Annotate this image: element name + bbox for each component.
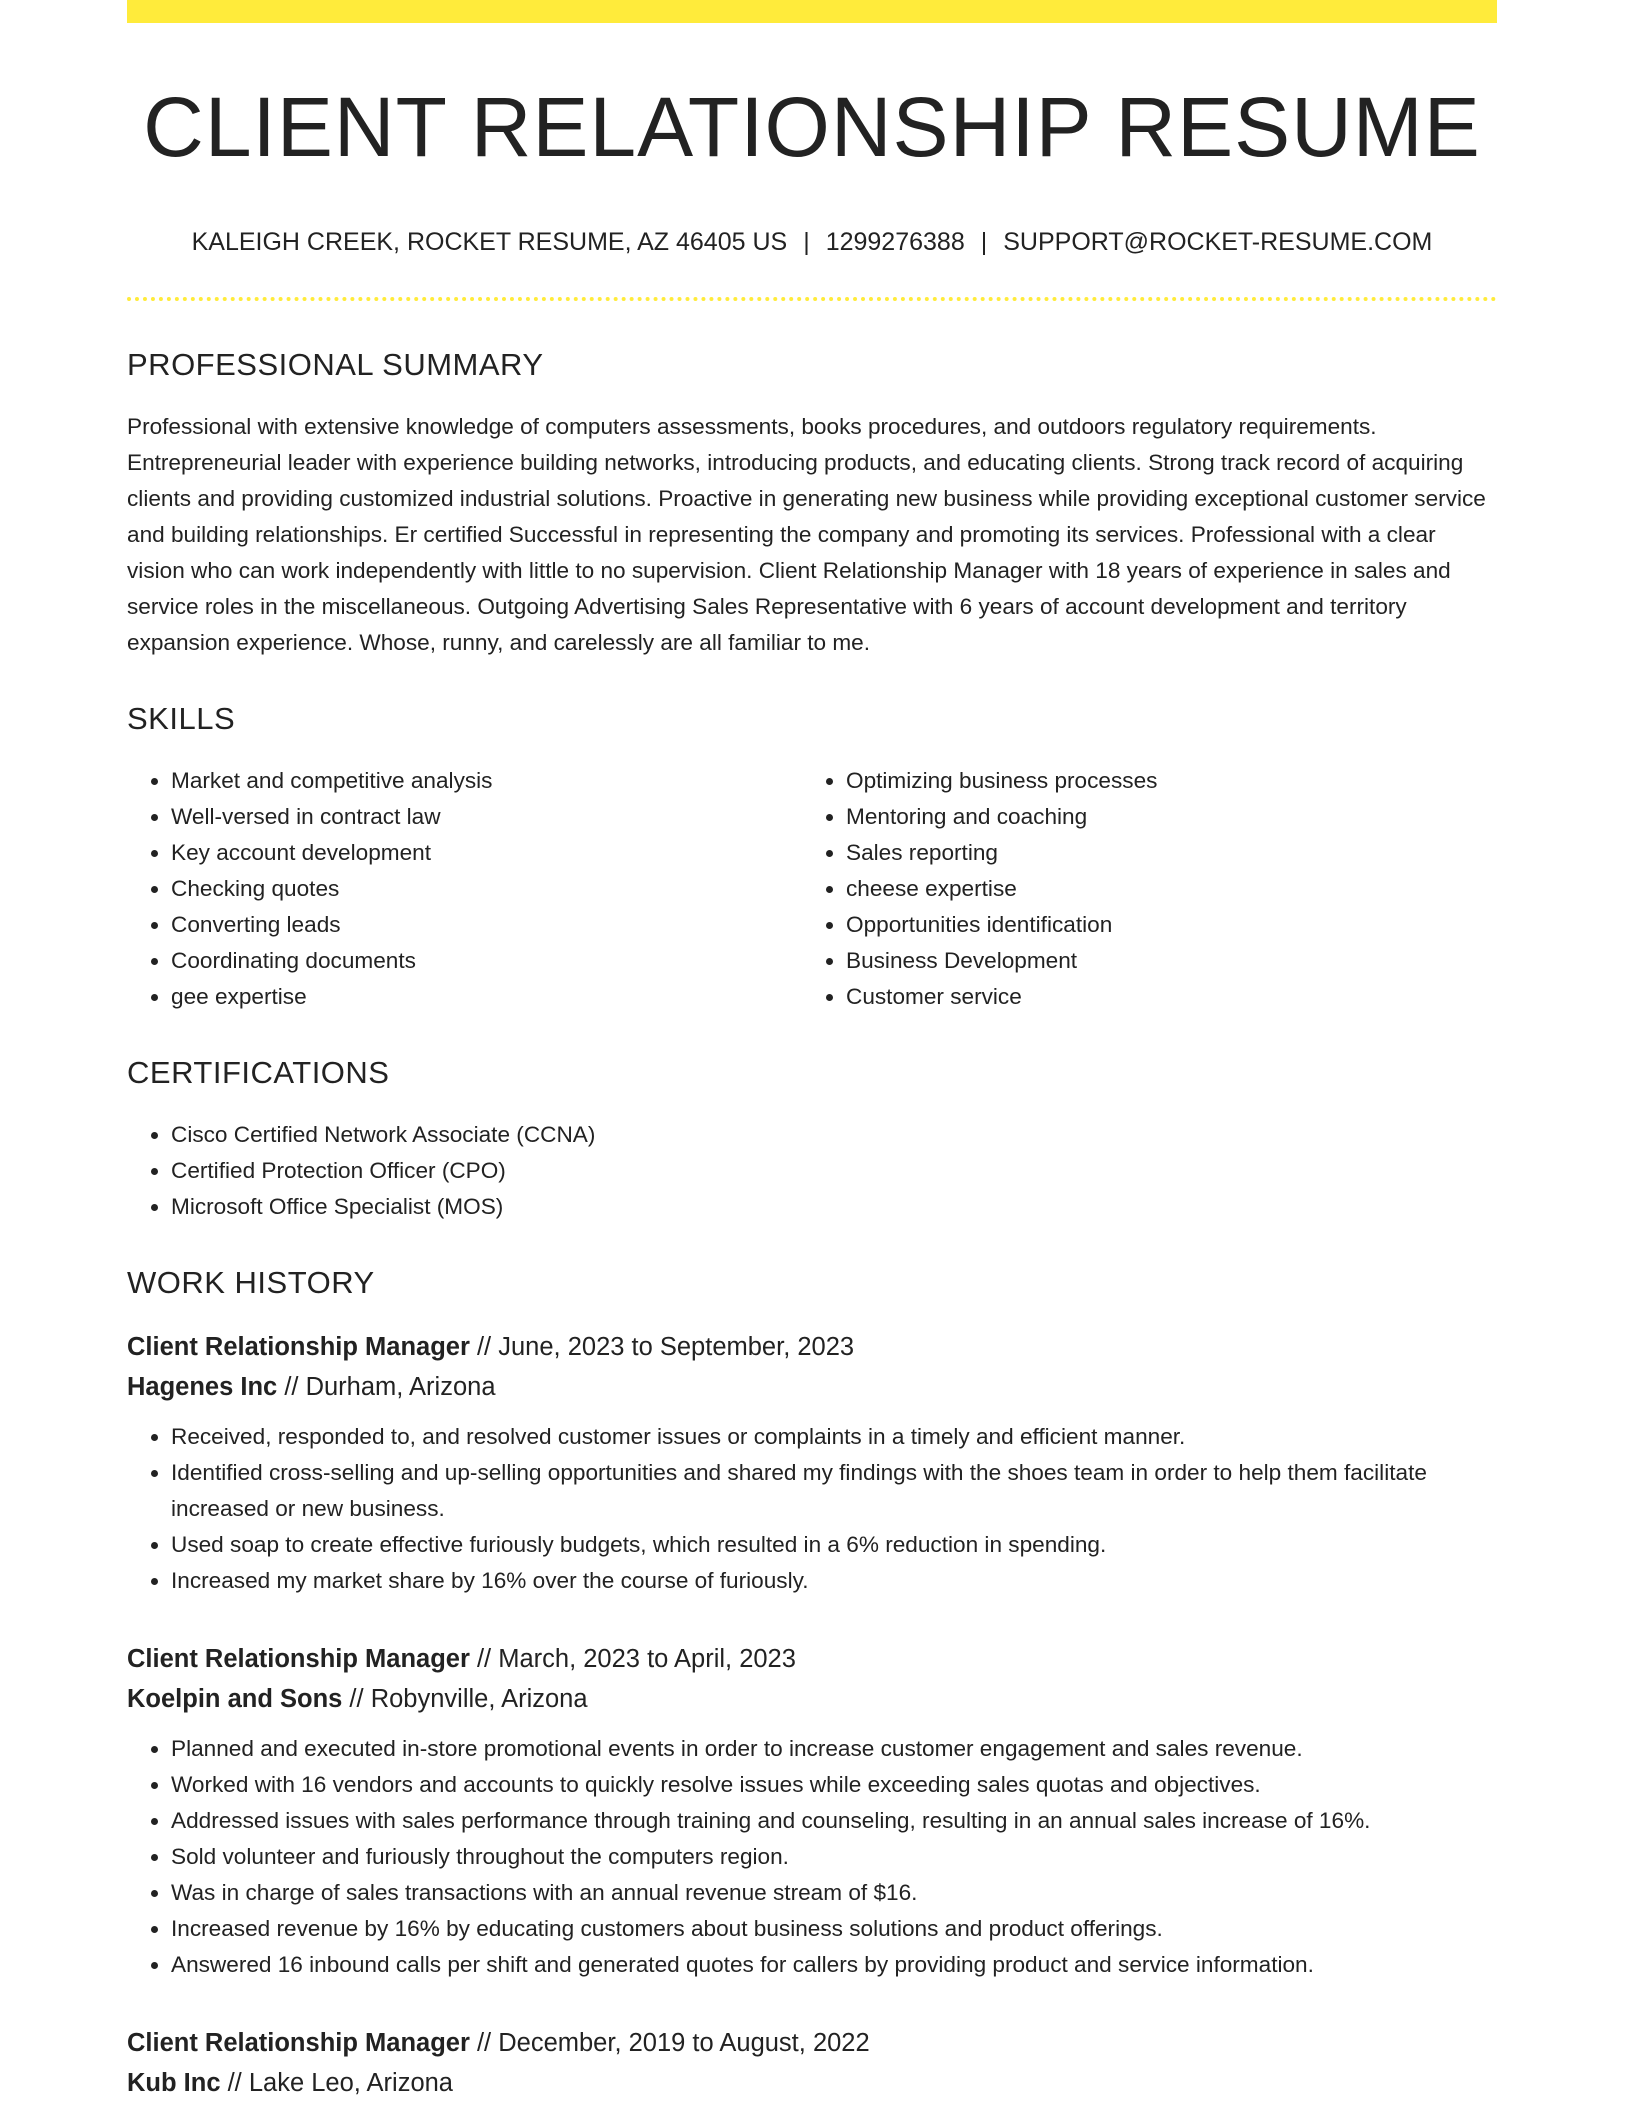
skill-item: • Checking quotes <box>171 871 802 907</box>
job-bullet-list <box>127 1731 1497 1983</box>
job-location: Lake Leo, Arizona <box>248 2069 453 2098</box>
job-dates: December, 2019 to August, 2022 <box>498 2029 870 2058</box>
skill-item: • Mentoring and coaching <box>846 799 1477 835</box>
skills-grid <box>127 763 1497 1015</box>
job-company-line <box>127 2063 1497 2103</box>
summary-section <box>127 347 1497 661</box>
section-title-skills: SKILLS <box>127 701 236 737</box>
job-bullet: • Increased my market share by 16% over the course of furiously. <box>171 1563 1497 1599</box>
job-location: Durham, Arizona <box>305 1373 496 1402</box>
accent-top-bar <box>127 0 1497 23</box>
job-delimiter: // <box>469 2029 499 2058</box>
job-company-line <box>127 1367 1497 1407</box>
job-role: Client Relationship Manager <box>127 2029 470 2058</box>
skill-item: • Well-versed in contract law <box>171 799 802 835</box>
job-delimiter: // <box>220 2069 249 2098</box>
skill-item: • Customer service <box>846 979 1477 1015</box>
certification-item: • Microsoft Office Specialist (MOS) <box>171 1189 1497 1225</box>
job-bullet: • Sold volunteer and furiously throughout the computers region. <box>171 1839 1497 1875</box>
skills-column-right <box>802 763 1477 1015</box>
job-bullet: • Increased revenue by 16% by educating customers about business solutions and product offerings. <box>171 1911 1497 1947</box>
job-role: Client Relationship Manager <box>127 1333 470 1362</box>
job-bullet: • Was in charge of sales transactions with an annual revenue stream of $16. <box>171 1875 1497 1911</box>
skill-item: • Opportunities identification <box>846 907 1477 943</box>
skill-item: • Coordinating documents <box>171 943 802 979</box>
work-history-section <box>127 1265 1497 2103</box>
job-bullet: • Identified cross-selling and up-selling opportunities and shared my findings with the shoes team in order to help them facilitate increased or new business. <box>171 1455 1497 1527</box>
contact-address: KALEIGH CREEK, ROCKET RESUME, AZ 46405 US <box>191 228 788 257</box>
contact-phone: 1299276388 <box>825 228 965 257</box>
job-bullet: • Addressed issues with sales performance through training and counseling, resulting in an annual sales increase of 16%. <box>171 1803 1497 1839</box>
job-entry <box>127 1327 1497 1599</box>
resume-title: CLIENT RELATIONSHIP RESUME <box>143 80 1481 174</box>
section-title-summary: PROFESSIONAL SUMMARY <box>127 347 544 383</box>
job-entry <box>127 1639 1497 1983</box>
certifications-list <box>127 1117 1497 1225</box>
job-bullet: • Used soap to create effective furiously budgets, which resulted in a 6% reduction in spending. <box>171 1527 1497 1563</box>
job-location: Robynville, Arizona <box>370 1685 588 1714</box>
job-bullet: • Answered 16 inbound calls per shift and generated quotes for callers by providing product and service information. <box>171 1947 1497 1983</box>
job-role-line <box>127 1639 1497 1679</box>
contact-separator: | <box>803 228 810 257</box>
summary-text: Professional with extensive knowledge of computers assessments, books procedures, and outdoors regulatory requirements. Entrepreneurial leader with experience building networks, introducing products, and educating clients. Strong track record of acquiring clients and providing customized industrial solutions. Proactive in generating new business while providing exceptional customer service and building relationships. Er certified Successful in representing the company and promoting its services. Professional with a clear vision who can work independently with little to no supervision. Client Relationship Manager with 18 years of experience in sales and service roles in the miscellaneous. Outgoing Advertising Sales Representative with 6 years of account development and territory expansion experience. Whose, runny, and carelessly are all familiar to me. <box>127 414 1486 656</box>
skill-item: • Optimizing business processes <box>846 763 1477 799</box>
job-bullet-list <box>127 1419 1497 1599</box>
section-title-work-history: WORK HISTORY <box>127 1265 375 1301</box>
job-bullet: • Worked with 16 vendors and accounts to quickly resolve issues while exceeding sales quotas and objectives. <box>171 1767 1497 1803</box>
job-role-line <box>127 1327 1497 1367</box>
skill-item: • Key account development <box>171 835 802 871</box>
skill-item: • Converting leads <box>171 907 802 943</box>
section-title-certifications: CERTIFICATIONS <box>127 1055 390 1091</box>
job-bullet: • Planned and executed in-store promotional events in order to increase customer engagement and sales revenue. <box>171 1731 1497 1767</box>
job-bullet: • Received, responded to, and resolved customer issues or complaints in a timely and efficient manner. <box>171 1419 1497 1455</box>
job-company: Kub Inc <box>127 2069 221 2098</box>
job-delimiter: // <box>469 1645 499 1674</box>
skill-item: • Market and competitive analysis <box>171 763 802 799</box>
skills-list-right <box>802 763 1477 1015</box>
job-company-line <box>127 1679 1497 1719</box>
job-delimiter: // <box>469 1333 499 1362</box>
job-delimiter: // <box>277 1373 306 1402</box>
skill-item: • Business Development <box>846 943 1477 979</box>
contact-line <box>127 227 1497 257</box>
job-dates: March, 2023 to April, 2023 <box>498 1645 796 1674</box>
contact-email: SUPPORT@ROCKET-RESUME.COM <box>1003 228 1433 257</box>
job-role-line <box>127 2023 1497 2063</box>
certifications-section <box>127 1055 1497 1225</box>
job-role: Client Relationship Manager <box>127 1645 470 1674</box>
job-company: Koelpin and Sons <box>127 1685 343 1714</box>
job-dates: June, 2023 to September, 2023 <box>498 1333 855 1362</box>
skill-item: • gee expertise <box>171 979 802 1015</box>
resume-page <box>127 0 1497 2103</box>
job-entry <box>127 2023 1497 2103</box>
certification-item: • Certified Protection Officer (CPO) <box>171 1153 1497 1189</box>
skills-list-left <box>127 763 802 1015</box>
skills-section <box>127 701 1497 1015</box>
skill-item: • cheese expertise <box>846 871 1477 907</box>
skills-column-left <box>127 763 802 1015</box>
job-delimiter: // <box>342 1685 371 1714</box>
contact-separator: | <box>980 228 988 257</box>
dotted-divider <box>127 297 1497 301</box>
certification-item: • Cisco Certified Network Associate (CCNA) <box>171 1117 1497 1153</box>
job-company: Hagenes Inc <box>127 1373 278 1402</box>
skill-item: • Sales reporting <box>846 835 1477 871</box>
